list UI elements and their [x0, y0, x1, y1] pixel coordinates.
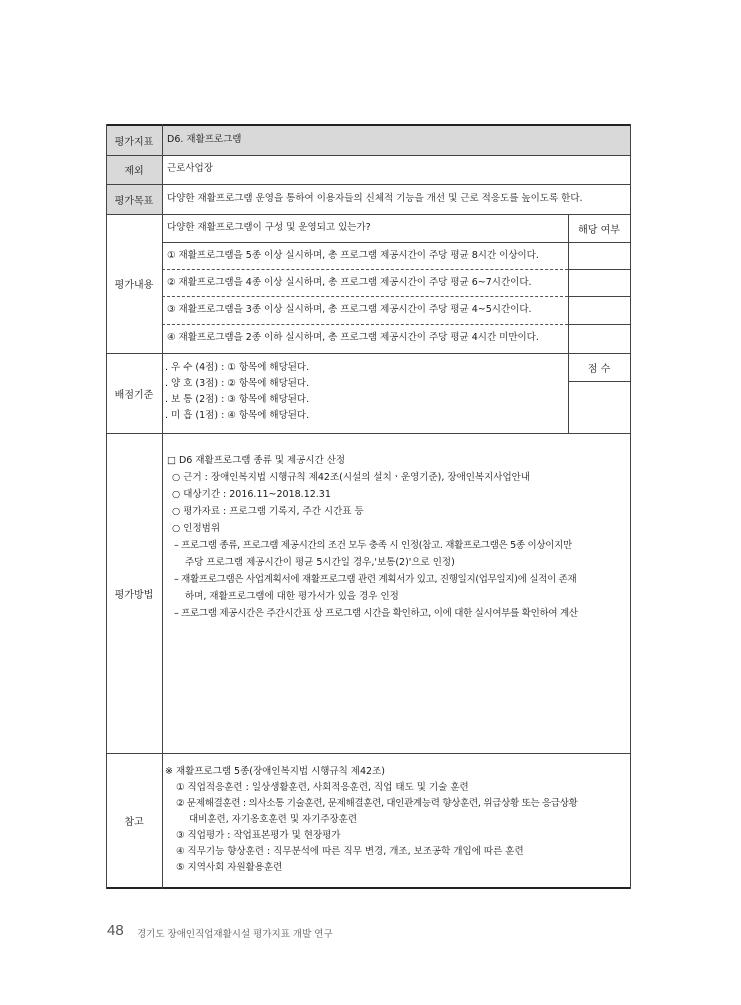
check-cell[interactable]	[569, 325, 630, 353]
method-line: ○ 평가자료 : 프로그램 기록지, 주간 시간표 등	[172, 506, 364, 517]
footer-title: 경기도 장애인직업재활시설 평가지표 개발 연구	[137, 929, 333, 940]
method-line: ○ 대상기간 : 2016.11~2018.12.31	[172, 489, 331, 500]
subject-label: 제외	[124, 166, 144, 177]
method-line: 하며, 재활프로그램에 대한 평가서가 있을 경우 인정	[185, 591, 399, 602]
reference-line: ③ 직업평가 : 작업표본평가 및 현장평가	[176, 830, 341, 841]
reference-line: ④ 직무기능 향상훈련 : 직무분석에 따른 직무 변경, 개조, 보조공학 개입에 따른 훈련	[176, 846, 524, 857]
scoring-item: . 우 수 (4점) : ① 항목에 해당된다.	[165, 362, 310, 373]
method-line: ○ 인정범위	[172, 523, 221, 534]
check-cell[interactable]	[569, 270, 630, 296]
check-cell[interactable]	[569, 243, 630, 269]
method-line: – 재활프로그램은 사업계획서에 재활프로그램 관련 계획서가 있고, 진행일지(업무일지)에 실적이 존재	[174, 574, 577, 585]
scoring-item: . 미 흡 (1점) : ④ 항목에 해당된다.	[165, 410, 310, 421]
reference-label: 참고	[124, 817, 144, 828]
content-item: ② 재활프로그램을 4종 이상 실시하며, 총 프로그램 제공시간이 주당 평균 6~7시간이다.	[167, 277, 532, 288]
content-item: ③ 재활프로그램을 3종 이상 실시하며, 총 프로그램 제공시간이 주당 평균 4~5시간이다.	[167, 304, 532, 315]
scoring-item: . 양 호 (3점) : ② 항목에 해당된다.	[165, 378, 310, 389]
content-item: ④ 재활프로그램을 2종 이하 실시하며, 총 프로그램 제공시간이 주당 평균 4시간 미만이다.	[167, 332, 539, 343]
indicator-value: D6. 재활프로그램	[167, 134, 242, 145]
goal-value: 다양한 재활프로그램 운영을 통하여 이용자들의 신체적 기능을 개선 및 근로 적응도를 높이도록 한다.	[167, 193, 583, 204]
reference-line: ① 직업적응훈련 : 일상생활훈련, 사회적응훈련, 직업 태도 및 기술 훈련	[176, 782, 469, 793]
check-cell[interactable]	[569, 297, 630, 324]
indicator-label: 평가지표	[114, 136, 154, 148]
method-line: ○ 근거 : 장애인복지법 시행규칙 제42조(시설의 설치ㆍ운영기준), 장애인복지사업안내	[172, 472, 530, 483]
scoring-label: 배점기준	[114, 389, 154, 401]
method-line: – 프로그램 제공시간은 주간시간표 상 프로그램 시간을 확인하고, 이에 대한 실시여부를 확인하여 계산	[174, 608, 578, 619]
reference-line: 대비훈련, 자기옹호훈련 및 자기주장훈련	[189, 814, 358, 825]
method-line: 주당 프로그램 제공시간이 평균 5시간일 경우,'보통(2)'으로 인정)	[185, 557, 455, 568]
score-cell[interactable]	[569, 382, 630, 433]
subject-value: 근로사업장	[167, 163, 213, 174]
content-item: ① 재활프로그램을 5종 이상 실시하며, 총 프로그램 제공시간이 주당 평균 8시간 이상이다.	[167, 250, 539, 261]
reference-line: ② 문제해결훈련 : 의사소통 기술훈련, 문제해결훈련, 대인관계능력 향상훈련, 위급상황 또는 응급상황	[176, 798, 578, 809]
method-label: 평가방법	[114, 589, 154, 601]
goal-label: 평가목표	[114, 195, 154, 207]
scoring-item: . 보 통 (2점) : ③ 항목에 해당된다.	[165, 394, 310, 405]
page-number: 48	[107, 922, 124, 939]
content-label: 평가내용	[114, 280, 154, 291]
score-header: 점 수	[587, 363, 611, 375]
content-question: 다양한 재활프로그램이 구성 및 운영되고 있는가?	[167, 222, 371, 233]
check-header: 해당 여부	[578, 224, 620, 236]
reference-heading: ※ 재활프로그램 5종(장애인복지법 시행규칙 제42조)	[165, 766, 385, 777]
method-heading: □ D6 재활프로그램 종류 및 제공시간 산정	[167, 455, 346, 466]
method-line: – 프로그램 종류, 프로그램 제공시간의 조건 모두 충족 시 인정(참고. 재활프로그램은 5종 이상이지만	[174, 540, 572, 551]
reference-line: ⑤ 지역사회 자원활용훈련	[176, 862, 283, 873]
